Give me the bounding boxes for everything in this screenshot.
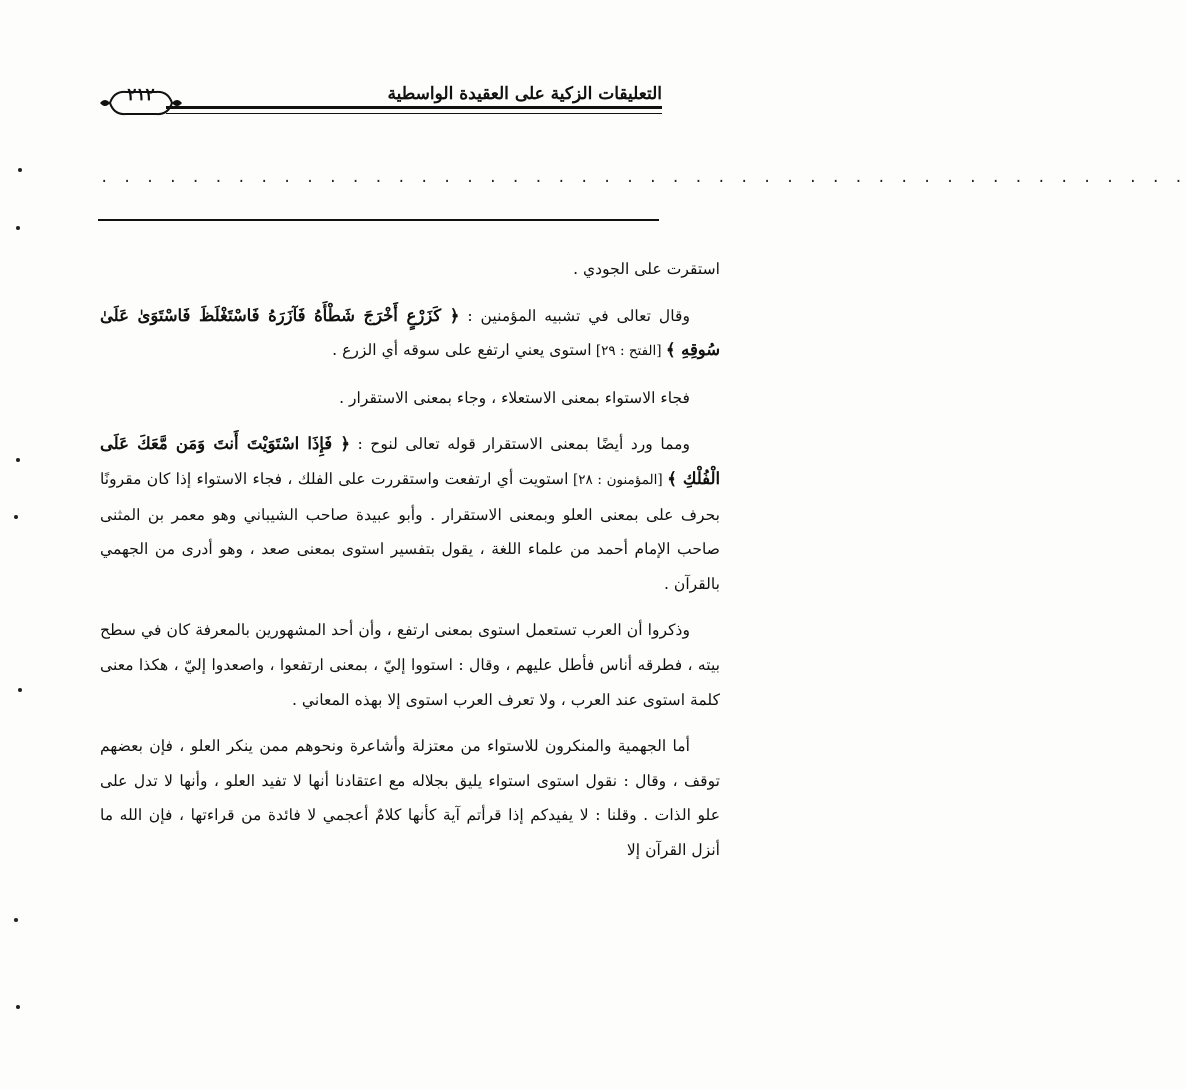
paragraph-1: استقرت على الجودي . — [573, 260, 720, 278]
paragraph-2-intro: وقال تعالى في تشبيه المؤمنين : — [459, 306, 690, 325]
paragraph-4 — [100, 427, 720, 601]
paragraph-4-explanation: استويت أي ارتفعت واستقررت على الفلك ، فجاء الاستواء إذا كان مقرونًا بحرف على بمعنى العلو وبمعنى الاستقرار . وأبو عبيدة صاحب الشيباني وهو معمر بن المثنى صاحب الإمام أحمد من علماء اللغة ، يقول بتفسير استوى بمعنى صعد ، وهو أدرى من الجهمي بالقرآن . — [100, 469, 720, 593]
paragraph-3: فجاء الاستواء بمعنى الاستعلاء ، وجاء بمعنى الاستقرار . — [339, 388, 690, 407]
margin-mark — [16, 458, 20, 462]
dotted-line: . . . . . . . . . . . . . . . . . . . . . . . . . . . . . . . . . . . . . . . . . . . . . . . . — [100, 170, 1186, 186]
paragraph-6: أما الجهمية والمنكرون للاستواء من معتزلة وأشاعرة ونحوهم ممن ينكر العلو ، فإن بعضهم توقف ، وقال : نقول استوى استواء يليق بجلاله مع اعتقادنا أنها لا تفيد العلو ، وأنها لا تدل على علو الذات . وقلنا : لا يفيدكم إذا قرأتم آية كأنها كلامٌ أعجمي لا فائدة من قراءتها ، فإن الله ما أنزل القرآن إلا — [100, 737, 720, 859]
margin-mark — [18, 688, 22, 692]
header-rule-thick — [166, 106, 662, 109]
margin-mark — [16, 1005, 20, 1009]
paragraph-2 — [100, 299, 720, 369]
margin-mark — [16, 226, 20, 230]
page-header — [96, 78, 662, 128]
quran-verse-al-fath: ﴿ كَزَرْعٍ أَخْرَجَ شَطْأَهُ فَآزَرَهُ فَاسْتَغْلَظَ فَاسْتَوَىٰ عَلَىٰ سُوقِهِ ﴾ — [100, 305, 720, 360]
margin-mark — [18, 168, 22, 172]
paragraph-5: وذكروا أن العرب تستعمل استوى بمعنى ارتفع ، وأن أحد المشهورين بالمعرفة كان في سطح بيته ، فطرقه أناس فأطل عليهم ، وقال : استووا إليّ ، بمعنى ارتفعوا ، واصعدوا إليّ ، هكذا معنى كلمة استوى عند العرب ، ولا تعرف العرب استوى إلا بهذه المعاني . — [100, 621, 720, 709]
verse-reference-al-muminun: [المؤمنون : ٢٨] — [568, 471, 668, 488]
margin-mark — [14, 515, 18, 519]
running-title: التعليقات الزكية على العقيدة الواسطية — [387, 84, 662, 104]
paragraph-4-intro: ومما ورد أيضًا بمعنى الاستقرار قوله تعالى لنوح : — [350, 435, 690, 454]
body-text — [100, 252, 720, 868]
page-number: ٢١٢ — [127, 85, 155, 105]
verse-reference-al-fath: [الفتح : ٢٩] — [591, 343, 666, 360]
margin-mark — [14, 918, 18, 922]
quran-verse-al-muminun: ﴿ فَإِذَا اسْتَوَيْتَ أَنتَ وَمَن مَّعَكَ عَلَى الْفُلْكِ ﴾ — [100, 434, 721, 488]
paragraph-2-explanation: استوى يعني ارتفع على سوقه أي الزرع . — [332, 341, 592, 360]
separator-line — [98, 219, 659, 221]
header-rule-thin — [166, 113, 662, 114]
